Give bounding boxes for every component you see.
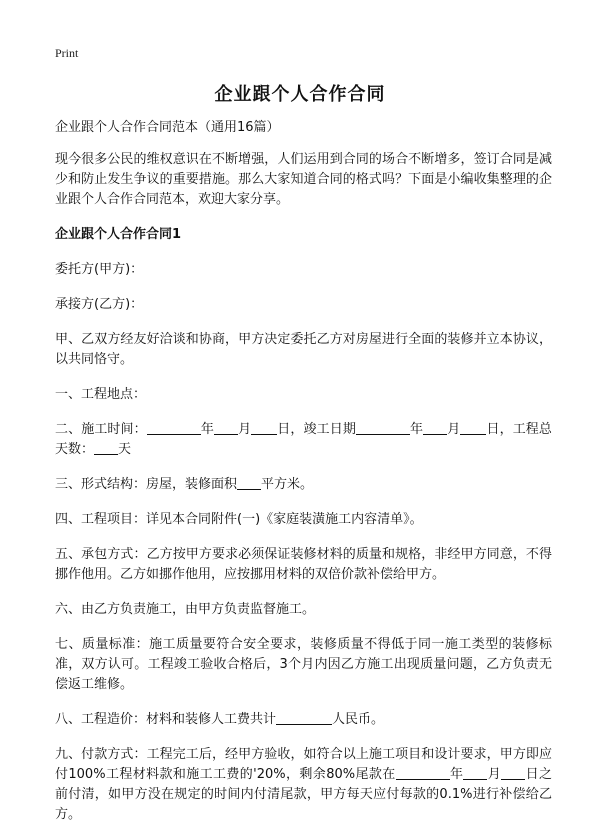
clause-schedule — [55, 420, 552, 460]
clause-quality: 七、质量标准：施工质量要符合安全要求，装修质量不得低于同一施工类型的装修标准，双方认可。工程竣工验收合格后，3个月内因乙方施工出现质量问题，乙方负责无偿返工维修。 — [55, 637, 552, 692]
clause-supervision: 六、由乙方负责施工，由甲方负责监督施工。 — [55, 602, 316, 617]
clause-cost — [55, 710, 552, 730]
payment-year-blank — [396, 766, 450, 780]
end-day-blank — [460, 421, 486, 435]
clause-contract-method: 五、承包方式：乙方按甲方要求必须保证装修材料的质量和规格，非经甲方同意，不得挪作他用。乙方如挪作他用，应按挪用材料的双倍价款补偿给甲方。 — [55, 547, 552, 582]
clause-items: 四、工程项目：详见本合同附件(一)《家庭装潢施工内容清单》。 — [55, 512, 423, 527]
start-day-blank — [251, 421, 277, 435]
year-label: 年 — [449, 767, 464, 782]
end-date-label: 日，竣工日期 — [277, 422, 356, 437]
clause-cost-text: 八、工程造价：材料和装修人工费共计 — [55, 712, 277, 727]
payment-day-blank — [501, 766, 525, 780]
month-label: 月 — [237, 422, 252, 437]
end-year-blank — [356, 421, 410, 435]
clause-schedule-prefix: 二、施工时间： — [55, 422, 147, 437]
cost-unit: 人民币。 — [332, 712, 385, 727]
clause-structure — [55, 475, 552, 495]
clause-location: 一、工程地点： — [55, 387, 147, 402]
print-link[interactable]: Print — [55, 46, 79, 60]
days-unit: 天 — [118, 442, 132, 457]
start-year-blank — [147, 421, 201, 435]
clause-structure-text: 三、形式结构：房屋，装修面积 — [55, 477, 238, 492]
page-title: 企业跟个人合作合同 — [214, 84, 386, 105]
area-unit: 平方米。 — [261, 477, 314, 492]
start-month-blank — [214, 421, 238, 435]
section-heading: 企业跟个人合作合同1 — [55, 227, 182, 242]
party-a-line: 委托方(甲方)： — [55, 262, 144, 277]
clause-payment-part2: 日之前付清，如甲方没在规定的时间内付清尾款，甲方每天应付每款的0.1%进行补偿给乙方。 — [55, 767, 552, 822]
year-label: 年 — [200, 422, 214, 437]
party-b-line: 承接方(乙方)： — [55, 297, 144, 312]
preamble-paragraph: 甲、乙双方经友好洽谈和协商，甲方决定委托乙方对房屋进行全面的装修并立本协议，以共同恪守。 — [55, 332, 552, 367]
payment-month-blank — [463, 766, 487, 780]
total-days-label: 日，工程总天数： — [55, 422, 552, 457]
intro-paragraph: 现今很多公民的维权意识在不断增强，人们运用到合同的场合不断增多，签订合同是减少和防止发生争议的重要措施。那么大家知道合同的格式吗？下面是小编收集整理的企业跟个人合作合同范本，欢迎大家分享。 — [55, 152, 552, 207]
clause-payment-part1: 九、付款方式：工程完工后，经甲方验收，如符合以上施工项目和设计要求，甲方即应付100%工程材料款和施工工费的'20%，剩余80%尾款在 — [55, 747, 552, 782]
month-label: 月 — [447, 422, 461, 437]
cost-blank — [276, 711, 332, 725]
subtitle: 企业跟个人合作合同范本（通用16篇） — [55, 120, 280, 135]
month-label: 月 — [487, 767, 502, 782]
clause-payment — [55, 745, 552, 825]
document-body — [55, 118, 552, 840]
end-month-blank — [423, 421, 447, 435]
year-label: 年 — [409, 422, 424, 437]
total-days-blank — [94, 441, 118, 455]
area-blank — [237, 476, 261, 490]
